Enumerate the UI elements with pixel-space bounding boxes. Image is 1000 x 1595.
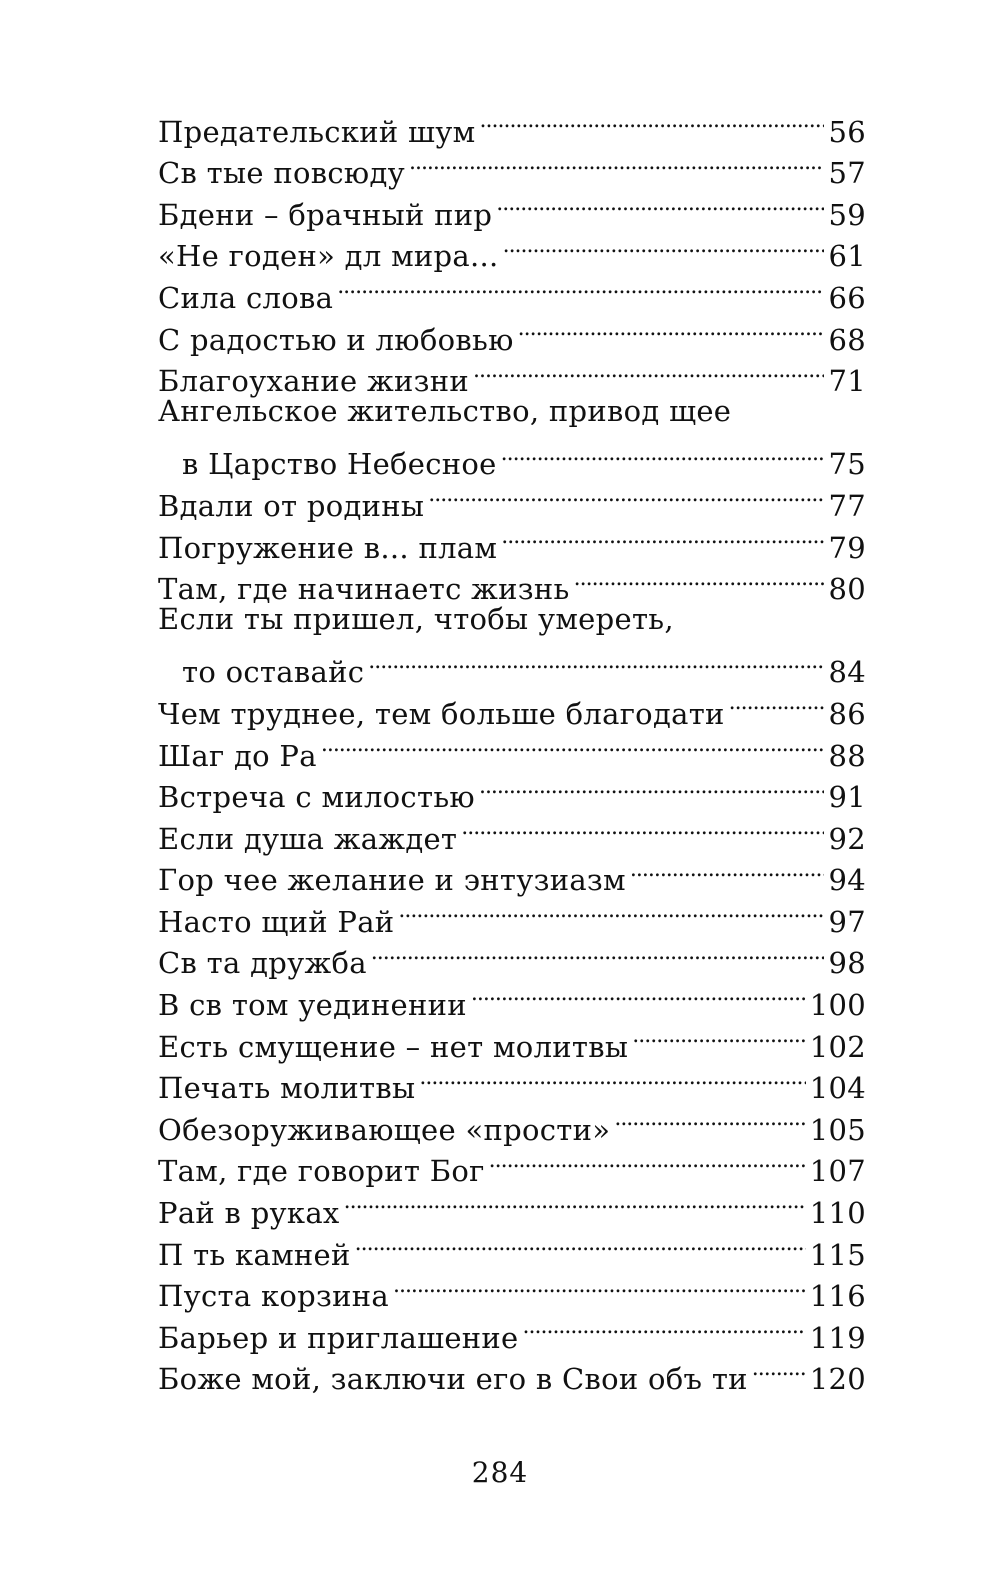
toc-entry-page: 59 bbox=[828, 197, 866, 232]
toc-entry-page: 80 bbox=[828, 572, 866, 607]
toc-entry-page: 68 bbox=[828, 322, 866, 357]
toc-entry-page: 75 bbox=[828, 447, 866, 482]
toc-entry-title: Шаг до Ра bbox=[158, 738, 317, 773]
toc-entry-title: в Царство Небесное bbox=[182, 447, 497, 482]
toc-entry-title: Погружение в... плам bbox=[158, 530, 498, 565]
toc-entry-page: 110 bbox=[809, 1196, 866, 1231]
dot-leader bbox=[368, 641, 824, 683]
dot-leader bbox=[479, 766, 825, 808]
toc-entry-page: 91 bbox=[828, 780, 866, 815]
toc-entry-title: Там, где начинаетс жизнь bbox=[158, 572, 570, 607]
toc-entry-title: Боже мой, заключи его в Свои объ ти bbox=[158, 1362, 748, 1397]
dot-leader bbox=[355, 1223, 806, 1265]
toc-entry-title: С радостью и любовью bbox=[158, 322, 514, 357]
dot-leader bbox=[398, 890, 824, 932]
toc-entry-title: Насто щий Рай bbox=[158, 904, 395, 939]
toc-entry-page: 79 bbox=[828, 530, 866, 565]
dot-leader bbox=[518, 308, 825, 350]
toc-entry-page: 97 bbox=[828, 904, 866, 939]
dot-leader bbox=[321, 724, 825, 766]
toc-entry-title: В св том уединении bbox=[158, 988, 467, 1023]
dot-leader bbox=[729, 682, 825, 724]
toc-entry bbox=[158, 100, 866, 149]
toc-entry-page: 102 bbox=[809, 1029, 866, 1064]
toc-entry-page: 94 bbox=[828, 863, 866, 898]
dot-leader bbox=[428, 474, 824, 516]
dot-leader bbox=[503, 225, 825, 267]
page-number: 284 bbox=[471, 1456, 529, 1489]
toc-entry-page: 66 bbox=[828, 280, 866, 315]
toc-entry-page: 56 bbox=[828, 114, 866, 149]
dot-leader bbox=[337, 266, 824, 308]
dot-leader bbox=[473, 350, 824, 392]
dot-leader bbox=[461, 807, 824, 849]
toc-entry-page: 120 bbox=[809, 1362, 866, 1397]
dot-leader bbox=[501, 433, 825, 475]
toc-entry-title: Пуста корзина bbox=[158, 1279, 389, 1314]
toc-entry-title: Св тые повсюду bbox=[158, 156, 405, 191]
toc-entry bbox=[158, 433, 866, 482]
toc-entry-page: 119 bbox=[809, 1320, 866, 1355]
toc-entry-page: 115 bbox=[809, 1237, 866, 1272]
toc-entry-title: П ть камней bbox=[158, 1237, 351, 1272]
toc-entry-title: Чем труднее, тем больше благодати bbox=[158, 696, 725, 731]
toc-entry-first-line bbox=[158, 391, 866, 433]
toc-entry-page: 86 bbox=[828, 696, 866, 731]
dot-leader bbox=[419, 1057, 805, 1099]
toc-entry-page: 104 bbox=[809, 1071, 866, 1106]
dot-leader bbox=[501, 516, 824, 558]
toc-entry-title: Сила слова bbox=[158, 280, 334, 315]
toc-entry-title: Барьер и приглашение bbox=[158, 1320, 519, 1355]
toc-entry-page: 61 bbox=[828, 239, 866, 274]
toc-entry-title: Встреча с милостью bbox=[158, 780, 475, 815]
toc-entry-title: Печать молитвы bbox=[158, 1071, 416, 1106]
toc-entry-title: Св та дружба bbox=[158, 946, 367, 981]
toc-entry-title: Есть смущение – нет молитвы bbox=[158, 1029, 629, 1064]
toc-entry-title: Вдали от родины bbox=[158, 488, 425, 523]
dot-leader bbox=[393, 1265, 806, 1307]
toc-entry-title: Там, где говорит Бог bbox=[158, 1154, 485, 1189]
toc-entry-page: 116 bbox=[809, 1279, 866, 1314]
toc-entry-title: то оставайс bbox=[182, 655, 365, 690]
dot-leader bbox=[752, 1348, 806, 1390]
toc-entry-title: Бдени – брачный пир bbox=[158, 197, 493, 232]
toc-entry bbox=[158, 641, 866, 690]
dot-leader bbox=[409, 142, 825, 184]
toc-entry-page: 92 bbox=[828, 821, 866, 856]
dot-leader bbox=[489, 1140, 806, 1182]
dot-leader bbox=[344, 1181, 806, 1223]
toc-entry-page: 77 bbox=[828, 488, 866, 523]
toc-entry-page: 57 bbox=[828, 156, 866, 191]
toc-entry-title: Обезоруживающее «прости» bbox=[158, 1112, 611, 1147]
toc-entry-title-line: Если ты пришел, чтобы умереть, bbox=[158, 602, 674, 637]
dot-leader bbox=[371, 932, 825, 974]
toc-entry-title: Гор чее желание и энтузиазм bbox=[158, 863, 626, 898]
toc-entry-first-line bbox=[158, 599, 866, 641]
toc-entry-title: Если душа жаждет bbox=[158, 821, 458, 856]
toc-entry-page: 71 bbox=[828, 364, 866, 399]
toc-entry-title-line: Ангельское жительство, привод щее bbox=[158, 394, 732, 429]
toc-entry-title: «Не годен» дл мира... bbox=[158, 239, 499, 274]
dot-leader bbox=[574, 558, 825, 600]
table-of-contents bbox=[158, 100, 866, 1397]
toc-entry-page: 107 bbox=[809, 1154, 866, 1189]
dot-leader bbox=[614, 1098, 805, 1140]
toc-entry-page: 98 bbox=[828, 946, 866, 981]
toc-entry-page: 84 bbox=[828, 655, 866, 690]
dot-leader bbox=[471, 973, 806, 1015]
toc-entry-page: 88 bbox=[828, 738, 866, 773]
toc-entry-title: Благоухание жизни bbox=[158, 364, 470, 399]
toc-entry-page: 100 bbox=[809, 988, 866, 1023]
toc-entry-title: Рай в руках bbox=[158, 1196, 340, 1231]
dot-leader bbox=[496, 183, 824, 225]
dot-leader bbox=[630, 849, 825, 891]
dot-leader bbox=[480, 100, 825, 142]
toc-entry-title: Предательский шум bbox=[158, 114, 476, 149]
dot-leader bbox=[632, 1015, 805, 1057]
dot-leader bbox=[523, 1306, 806, 1348]
toc-entry-page: 105 bbox=[809, 1112, 866, 1147]
